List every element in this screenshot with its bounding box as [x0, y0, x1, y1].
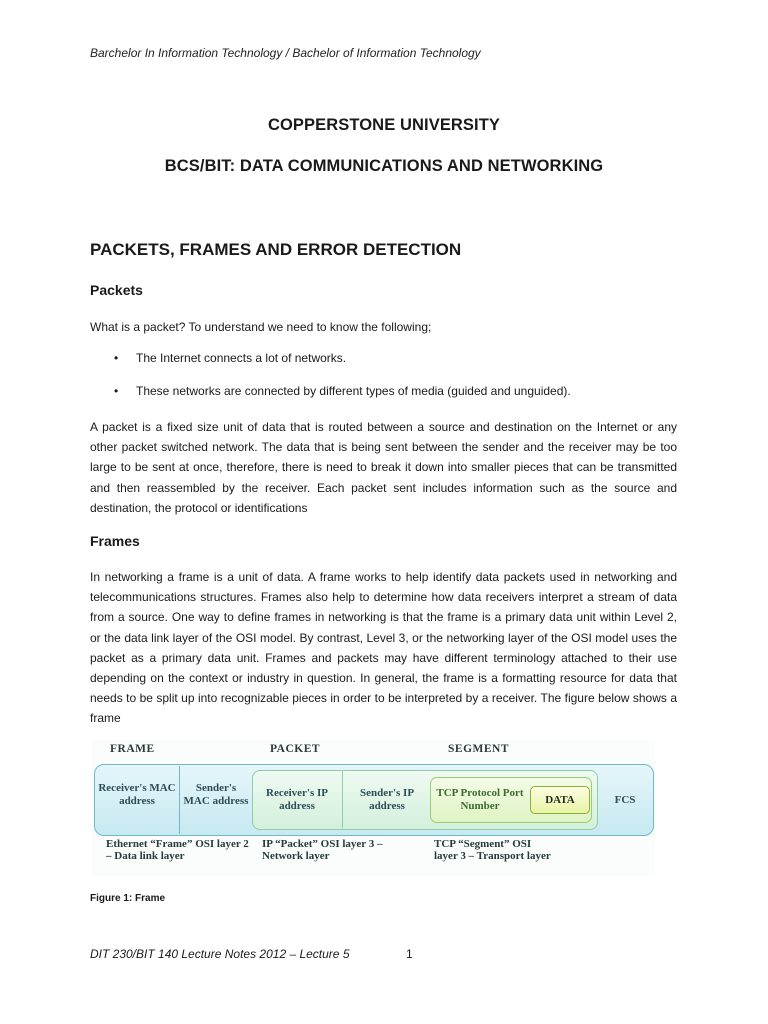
- sender-ip-cell: Sender's IP address: [359, 787, 415, 812]
- bullet-text: The Internet connects a lot of networks.: [136, 351, 347, 365]
- bullet-dot: •: [114, 384, 119, 398]
- page-number: 1: [406, 947, 413, 961]
- receiver-ip-cell: Receiver's IP address: [266, 787, 328, 812]
- data-cell: DATA: [530, 786, 590, 814]
- tcp-port-cell: TCP Protocol Port Number: [436, 787, 524, 812]
- packet-label: PACKET: [270, 743, 321, 755]
- frame-diagram: [92, 740, 655, 876]
- divider: [342, 771, 343, 828]
- packets-heading: Packets: [90, 282, 143, 298]
- bullet-item: [114, 351, 346, 365]
- segment-label: SEGMENT: [448, 743, 510, 755]
- divider: [179, 766, 180, 834]
- frames-heading: Frames: [90, 533, 140, 549]
- section-title: PACKETS, FRAMES AND ERROR DETECTION: [90, 240, 462, 259]
- university-title: COPPERSTONE UNIVERSITY: [267, 116, 501, 134]
- bullet-item: [114, 384, 571, 398]
- running-header: Barchelor In Information Technology / Bachelor of Information Technology: [90, 46, 481, 60]
- receiver-mac-cell: Receiver's MAC address: [98, 782, 176, 807]
- sender-mac-cell: Sender's MAC address: [183, 782, 249, 807]
- tcp-note: TCP “Segment” OSI layer 3 – Transport layer: [434, 838, 551, 862]
- course-title: BCS/BIT: DATA COMMUNICATIONS AND NETWORKING: [164, 157, 604, 175]
- packets-paragraph: A packet is a fixed size unit of data that is routed between a source and destination on the Internet or any other packet switched network. The data that is being sent between the sender and the receiver may be too large to be sent at once, therefore, there is need to break it down into smaller pieces that can be transmitted and then reassembled by the receiver. Each packet sent includes information such as the source and destination, the protocol or identifications: [90, 420, 677, 515]
- ethernet-note: Ethernet “Frame” OSI layer 2 – Data link layer: [106, 838, 249, 862]
- fcs-cell: FCS: [614, 794, 636, 806]
- ip-note: IP “Packet” OSI layer 3 – Network layer: [262, 838, 383, 862]
- bullet-text: These networks are connected by different types of media (guided and unguided).: [136, 384, 571, 398]
- footer-text: DIT 230/BIT 140 Lecture Notes 2012 – Lecture 5: [90, 947, 350, 961]
- frames-paragraph: In networking a frame is a unit of data. A frame works to help identify data packets used in networking and telecommunications structures. Frames also help to determine how data receivers interpret a stream of data from a source. One way to define frames in networking is that the frame is a primary data unit within Level 2, or the data link layer of the OSI model. By contrast, Level 3, or the networking layer of the OSI model uses the packet as a primary data unit. Frames and packets may have different terminology attached to their use depending on the context or industry in question. In general, the frame is a formatting resource for data that needs to be split up into recognizable pieces in order to be interpreted by a receiver. The figure below shows a frame: [90, 570, 677, 726]
- figure-caption: Figure 1: Frame: [90, 893, 166, 904]
- bullet-dot: •: [114, 351, 119, 365]
- frame-label: FRAME: [110, 743, 155, 755]
- packets-intro: What is a packet? To understand we need to know the following;: [90, 320, 432, 334]
